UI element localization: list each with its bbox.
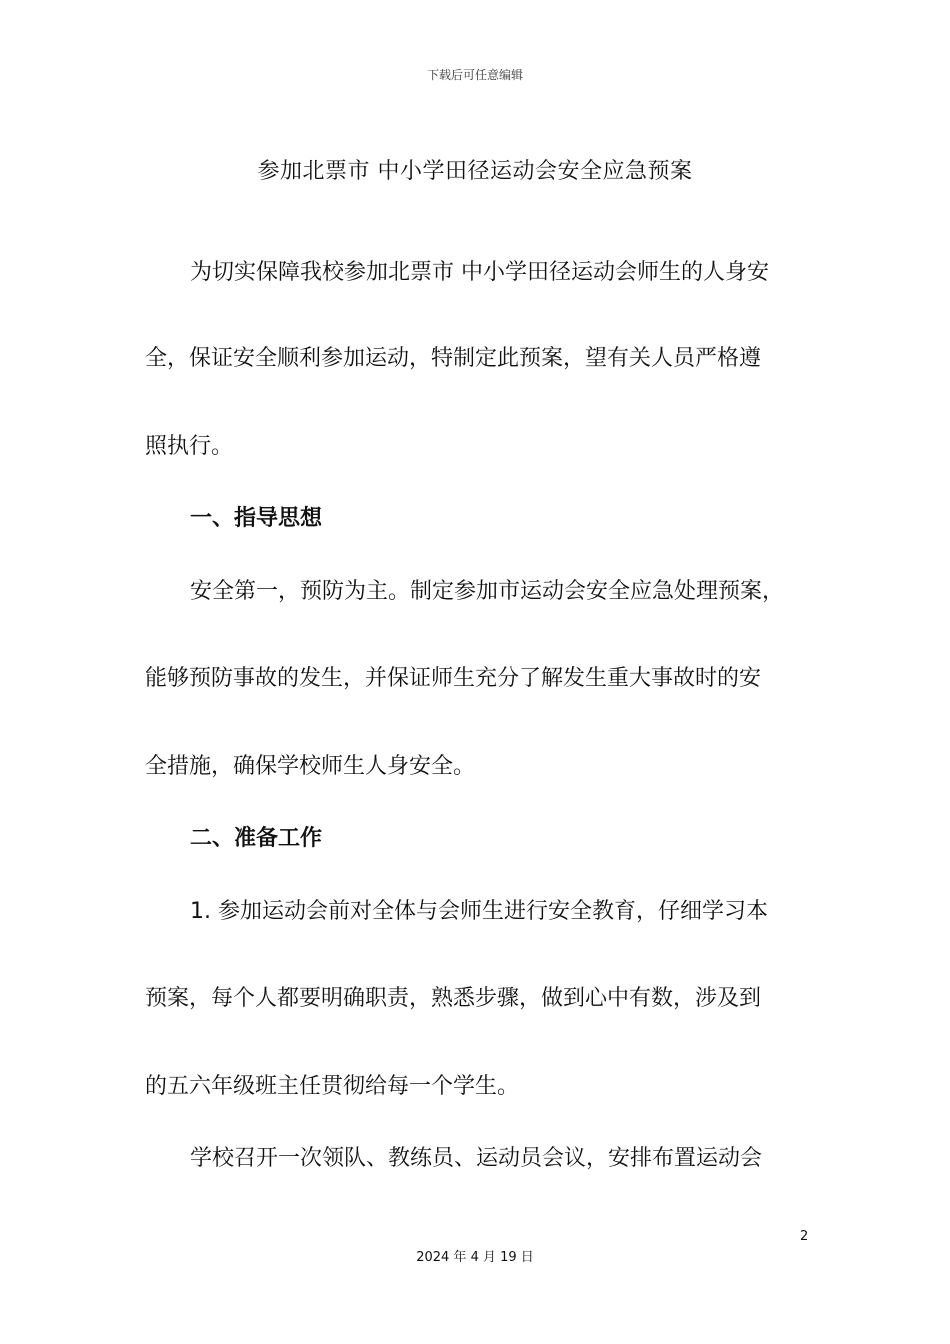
body-line-11: 的五六年级班主任贯彻给每一个学生。: [145, 1074, 520, 1099]
body-line-3: 照执行。: [145, 434, 234, 459]
body-line-7: 全措施，确保学校师生人身安全。: [145, 754, 476, 779]
section-heading-preparation: 二、准备工作: [190, 826, 323, 851]
footer-date: 2024 年 4 月 19 日: [416, 1250, 534, 1265]
body-line-9: 1. 参加运动会前对全体与会师生进行安全教育，仔细学习本: [190, 899, 768, 924]
body-line-1: 为切实保障我校参加北票市 中小学田径运动会师生的人身安: [190, 260, 769, 285]
header-note: 下载后可任意编辑: [426, 68, 523, 82]
section-heading-guiding-thought: 一、指导思想: [190, 506, 323, 531]
body-line-5: 安全第一，预防为主。制定参加市运动会安全应急处理预案，: [190, 579, 785, 604]
body-line-10: 预案，每个人都要明确职责，熟悉步骤，做到心中有数，涉及到: [145, 986, 762, 1011]
document-title: 参加北票市 中小学田径运动会安全应急预案: [257, 159, 693, 184]
body-line-12: 学校召开一次领队、教练员、运动员会议，安排布置运动会: [190, 1146, 763, 1171]
page-number: 2: [800, 1229, 809, 1244]
body-line-2: 全，保证安全顺利参加运动，特制定此预案，望有关人员严格遵: [145, 346, 762, 371]
body-line-6: 能够预防事故的发生，并保证师生充分了解发生重大事故时的安: [145, 666, 762, 691]
